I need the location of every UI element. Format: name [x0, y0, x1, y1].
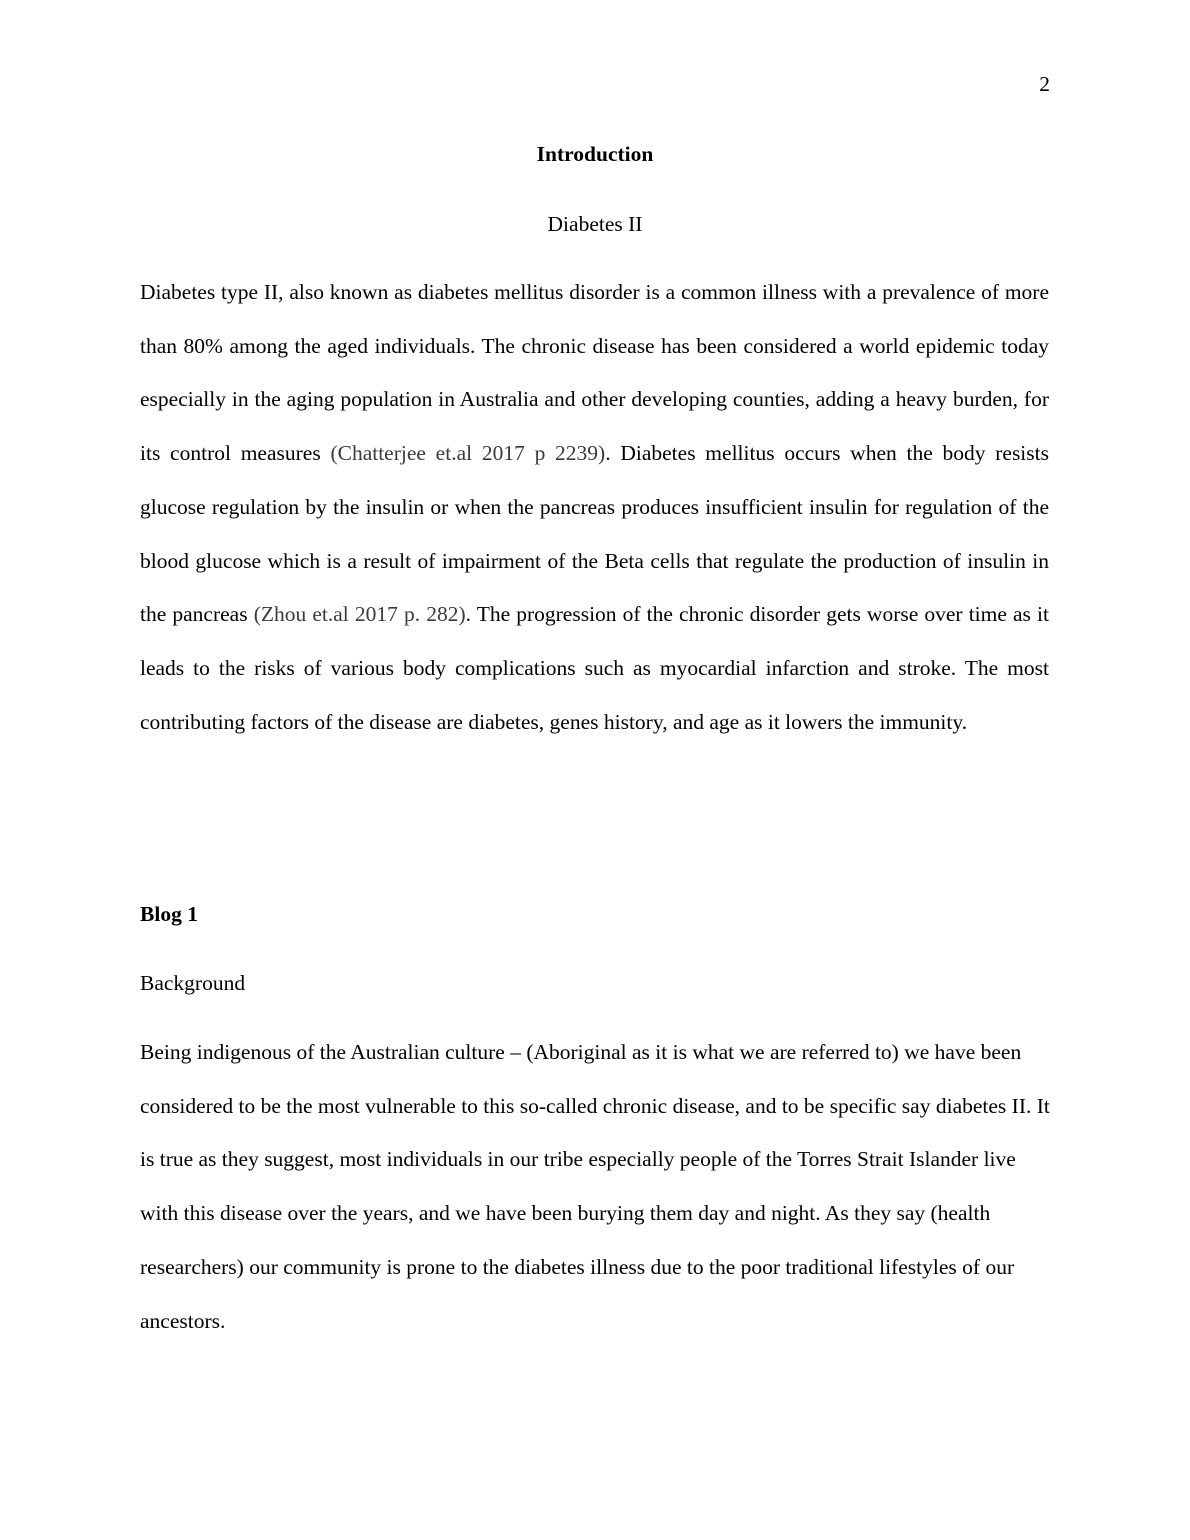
introduction-heading: Introduction: [536, 142, 654, 166]
paragraph-text: . The progression of the chronic disorder gets worse over time as it leads to the risks of various body complications such as myocardial infarction and stroke. The most contributing factors of the disease are diabetes, genes history, and age as it lowers the immunity.: [140, 602, 1049, 734]
introduction-paragraph: [140, 266, 1049, 749]
paragraph-text: . Diabetes mellitus occurs when the body resists glucose regulation by the insulin or when the pancreas produces insufficient insulin for regulation of the blood glucose which is a result of impairment of the Beta cells that regulate the production of insulin in the pancreas: [140, 441, 1049, 627]
blog-paragraph: Being indigenous of the Australian culture – (Aboriginal as it is what we are referred to) we have been considered to be the most vulnerable to this so-called chronic disease, and to be specific say diabetes II. It is true as they suggest, most individuals in our tribe especially people of the Torres Strait Islander live with this disease over the years, and we have been burying them day and night. As they say (health researchers) our community is prone to the diabetes illness due to the poor traditional lifestyles of our ancestors.: [140, 1040, 1050, 1333]
blog-heading: Blog 1: [140, 902, 198, 926]
blog-subheading: Background: [140, 971, 246, 995]
introduction-subheading: Diabetes II: [547, 212, 643, 236]
page-number: 2: [1039, 72, 1050, 96]
citation: (Chatterjee et.al 2017 p 2239): [330, 441, 606, 466]
paragraph-text: Diabetes type II, also known as diabetes mellitus disorder is a common illness with a prevalence of more than 80% among the aged individuals. The chronic disease has been considered a world epidemic today especially in the aging population in Australia and other developing counties, adding a heavy burden, for its control measures: [140, 280, 1049, 466]
citation: (Zhou et.al 2017 p. 282): [253, 602, 466, 627]
